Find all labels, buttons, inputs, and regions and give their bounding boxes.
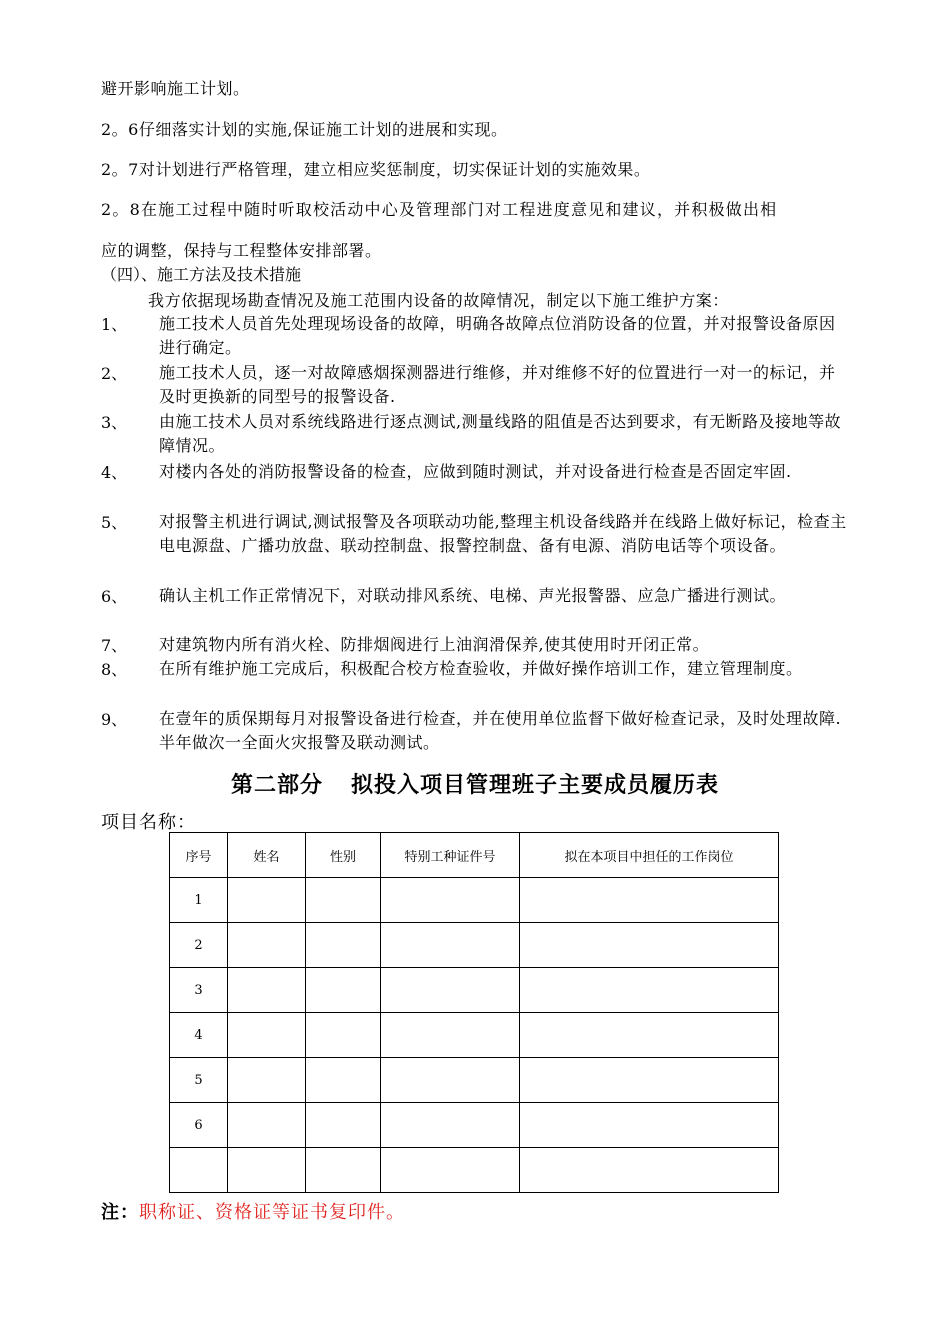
table-row (170, 878, 779, 923)
gender-cell (306, 968, 381, 1013)
name-cell (228, 968, 306, 1013)
gender-cell (306, 878, 381, 923)
paragraph-2-8: 2。8在施工过程中随时听取校活动中心及管理部门对工程进度意见和建议，并积极做出相 (101, 200, 778, 219)
column-header: 特别工种证件号 (381, 833, 520, 878)
certificate-cell (381, 878, 520, 923)
part-heading (0, 768, 950, 799)
section-intro: 我方依据现场勘查情况及施工范围内设备的故障情况，制定以下施工维护方案： (148, 291, 730, 310)
position-cell (520, 1058, 779, 1103)
certificate-cell (381, 1103, 520, 1148)
part-label: 第二部分 (230, 772, 323, 798)
position-cell (520, 878, 779, 923)
position-cell (520, 1103, 779, 1148)
row-number-cell (170, 1148, 228, 1193)
position-cell (520, 1148, 779, 1193)
section-title: （四）、施工方法及技术措施 (101, 265, 302, 284)
certificate-cell (381, 1148, 520, 1193)
paragraph-2-6: 2。6仔细落实计划的实施,保证施工计划的进展和实现。 (101, 120, 508, 139)
gender-cell (306, 1058, 381, 1103)
paragraph-1: 避开影响施工计划。 (101, 79, 250, 98)
table-row (170, 1058, 779, 1103)
paragraph-2-7: 2。7对计划进行严格管理，建立相应奖惩制度，切实保证计划的实施效果。 (101, 160, 651, 179)
list-item-number: 6、 (101, 587, 128, 606)
name-cell (228, 1103, 306, 1148)
list-item-text: 对建筑物内所有消火栓、防排烟阀进行上油润滑保养,使其使用时开闭正常。 (159, 635, 710, 654)
gender-cell (306, 923, 381, 968)
column-header: 姓名 (228, 833, 306, 878)
certificate-cell (381, 1013, 520, 1058)
table-header-row (170, 833, 779, 878)
list-item-text: 施工技术人员，逐一对故障感烟探测器进行维修，并对维修不好的位置进行一对一的标记，并及时更换新的同型号的报警设备. (159, 363, 836, 406)
name-cell (228, 923, 306, 968)
table-row (170, 923, 779, 968)
row-number-cell: 2 (170, 923, 228, 968)
table-row (170, 1103, 779, 1148)
staff-roster-table (169, 832, 779, 1193)
project-name-label: 项目名称： (101, 812, 196, 833)
list-item-number: 5、 (101, 513, 128, 532)
gender-cell (306, 1148, 381, 1193)
list-item-number: 9、 (101, 710, 128, 729)
list-item-text: 确认主机工作正常情况下，对联动排风系统、电梯、声光报警器、应急广播进行测试。 (159, 586, 787, 605)
list-item-text: 对楼内各处的消防报警设备的检查，应做到随时测试，并对设备进行检查是否固定牢固. (159, 462, 792, 481)
name-cell (228, 1013, 306, 1058)
gender-cell (306, 1103, 381, 1148)
list-item-text: 在所有维护施工完成后，积极配合校方检查验收，并做好操作培训工作，建立管理制度。 (159, 659, 803, 678)
certificate-cell (381, 968, 520, 1013)
list-item-number: 7、 (101, 636, 128, 655)
name-cell (228, 878, 306, 923)
table-row (170, 1013, 779, 1058)
name-cell (228, 1148, 306, 1193)
position-cell (520, 923, 779, 968)
list-item-text: 对报警主机进行调试,测试报警及各项联动功能,整理主机设备线路并在线路上做好标记，检查主电电源盘、广播功放盘、联动控制盘、报警控制盘、备有电源、消防电话等个项设备。 (159, 512, 847, 555)
column-header: 拟在本项目中担任的工作岗位 (520, 833, 779, 878)
table-row (170, 968, 779, 1013)
footnote (101, 1198, 405, 1224)
part-title: 拟投入项目管理班子主要成员履历表 (351, 772, 720, 798)
name-cell (228, 1058, 306, 1103)
list-item-text: 由施工技术人员对系统线路进行逐点测试,测量线路的阻值是否达到要求，有无断路及接地等故障情况。 (159, 412, 842, 455)
footnote-label: 注： (101, 1202, 139, 1223)
table-row (170, 1148, 779, 1193)
row-number-cell: 5 (170, 1058, 228, 1103)
list-item-number: 4、 (101, 463, 128, 482)
footnote-text: 职称证、资格证等证书复印件。 (139, 1202, 405, 1223)
list-item-number: 8、 (101, 660, 128, 679)
row-number-cell: 1 (170, 878, 228, 923)
row-number-cell: 4 (170, 1013, 228, 1058)
list-item-text: 施工技术人员首先处理现场设备的故障，明确各故障点位消防设备的位置，并对报警设备原因进行确定。 (159, 314, 836, 357)
list-item-number: 2、 (101, 364, 128, 383)
list-item-text: 在壹年的质保期每月对报警设备进行检查，并在使用单位监督下做好检查记录，及时处理故障.半年做次一全面火灾报警及联动测试。 (159, 709, 842, 752)
position-cell (520, 968, 779, 1013)
certificate-cell (381, 923, 520, 968)
paragraph-2-8-cont: 应的调整，保持与工程整体安排部署。 (101, 241, 382, 260)
column-header: 性别 (306, 833, 381, 878)
certificate-cell (381, 1058, 520, 1103)
gender-cell (306, 1013, 381, 1058)
row-number-cell: 6 (170, 1103, 228, 1148)
list-item-number: 1、 (101, 315, 128, 334)
row-number-cell: 3 (170, 968, 228, 1013)
position-cell (520, 1013, 779, 1058)
list-item-number: 3、 (101, 413, 128, 432)
column-header: 序号 (170, 833, 228, 878)
